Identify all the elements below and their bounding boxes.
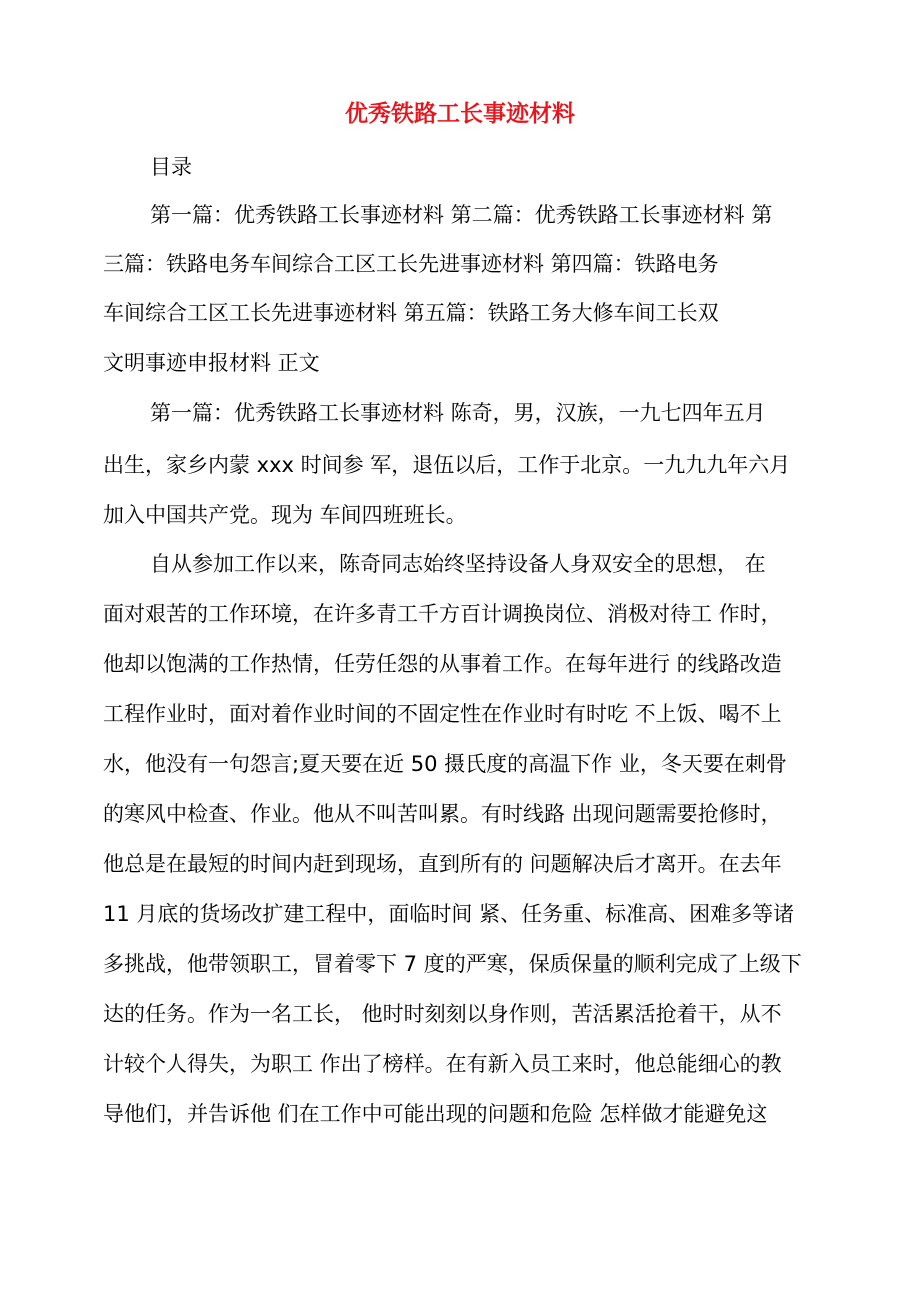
toc-line: 第一篇：优秀铁路工长事迹材料 第二篇：优秀铁路工长事迹材料 第: [150, 203, 773, 227]
paragraph-line: 11 月底的货场改扩建工程中，面临时间 紧、任务重、标准高、困难多等诸: [103, 902, 795, 926]
document-title: 优秀铁路工长事迹材料: [345, 101, 575, 127]
paragraph-line: 多挑战，他带领职工，冒着零下 7 度的严寒，保质保量的顺利完成了上级下: [103, 952, 802, 976]
paragraph-line: 导他们，并告诉他 们在工作中可能出现的问题和危险 怎样做才能避免这: [103, 1102, 768, 1126]
toc-heading: 目录: [150, 155, 192, 179]
paragraph-line: 出生，家乡内蒙 xxx 时间参 军，退伍以后，工作于北京。一九九九年六月: [103, 453, 791, 477]
toc-line: 车间综合工区工长先进事迹材料 第五篇：铁路工务大修车间工长双: [103, 301, 719, 325]
paragraph-line: 第一篇：优秀铁路工长事迹材料 陈奇，男，汉族，一九七四年五月: [150, 401, 766, 425]
toc-line: 文明事迹申报材料 正文: [103, 351, 320, 375]
paragraph-line: 加入中国共产党。现为 车间四班班长。: [103, 503, 467, 527]
paragraph-line: 达的任务。作为一名工长， 他时时刻刻以身作则，苦活累活抢着干，从不: [103, 1002, 782, 1026]
paragraph-line: 的寒风中检查、作业。他从不叫苦叫累。有时线路 出现问题需要抢修时，: [103, 802, 782, 826]
paragraph-line: 面对艰苦的工作环境，在许多青工千方百计调换岗位、消极对待工 作时，: [103, 602, 782, 626]
toc-line: 三篇：铁路电务车间综合工区工长先进事迹材料 第四篇：铁路电务: [103, 252, 719, 276]
paragraph-line: 自从参加工作以来，陈奇同志始终坚持设备人身双安全的思想， 在: [150, 552, 766, 576]
paragraph-line: 计较个人得失，为职工 作出了榜样。在有新入员工来时，他总能细心的教: [103, 1052, 782, 1076]
paragraph-line: 工程作业时，面对着作业时间的不固定性在作业时有时吃 不上饭、喝不上: [103, 702, 782, 726]
paragraph-line: 他却以饱满的工作热情，任劳任怨的从事着工作。在每年进行 的线路改造: [103, 652, 782, 676]
paragraph-line: 他总是在最短的时间内赶到现场，直到所有的 问题解决后才离开。在去年: [103, 852, 782, 876]
paragraph-line: 水，他没有一句怨言;夏天要在近 50 摄氏度的高温下作 业，冬天要在刺骨: [103, 752, 787, 776]
